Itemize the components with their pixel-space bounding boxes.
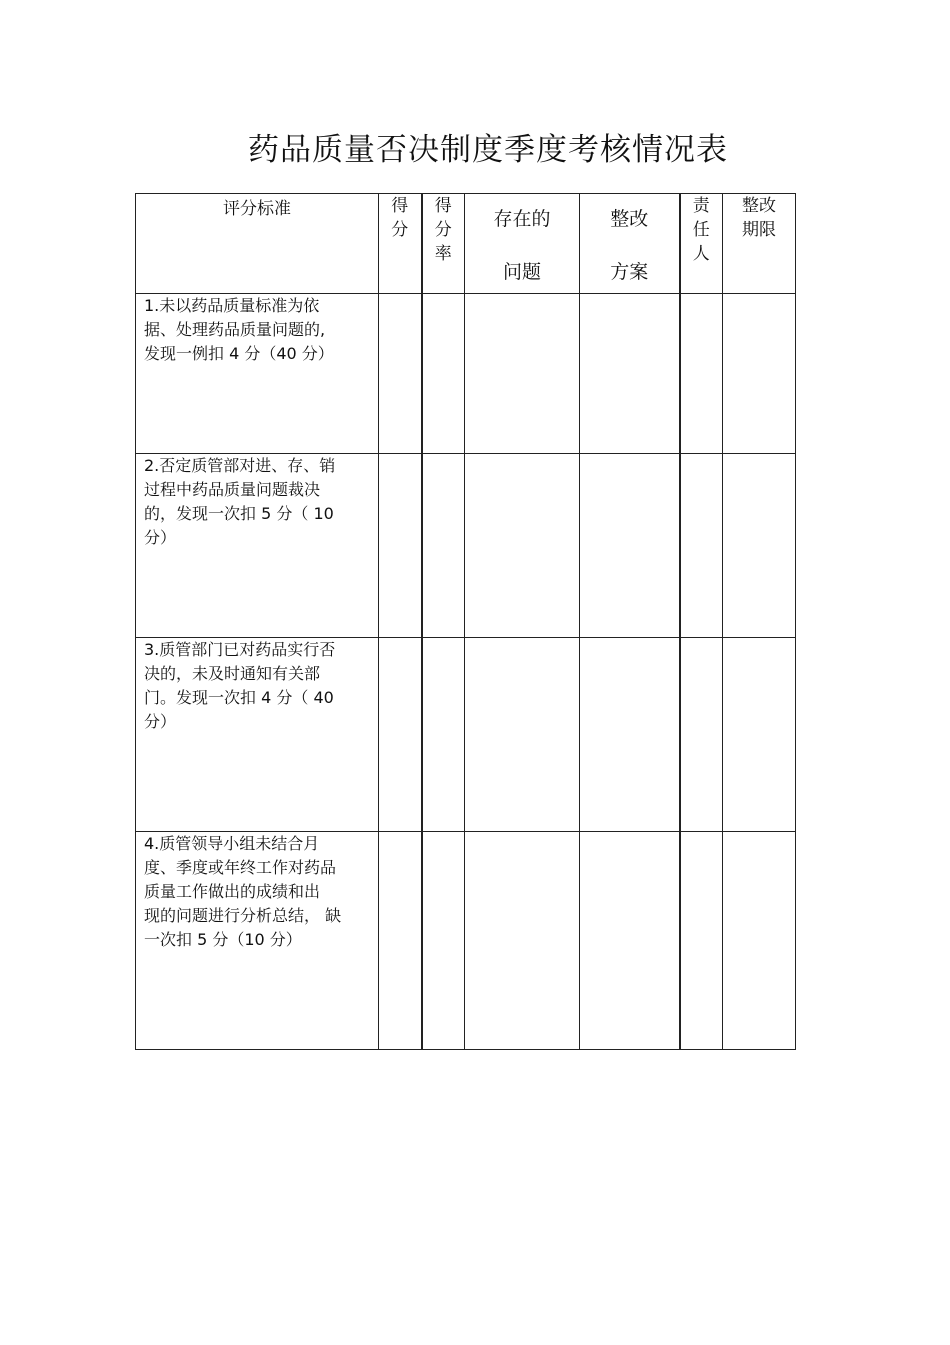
owner-cell[interactable]: [680, 294, 723, 454]
assessment-table: [135, 193, 796, 1050]
header-owner: [680, 194, 723, 294]
header-rate-line: 分: [434, 220, 452, 240]
criteria-line: 3.质管部门已对药品实行否: [144, 640, 336, 659]
score-cell[interactable]: [379, 454, 422, 638]
problems-cell[interactable]: [465, 454, 580, 638]
plan-cell[interactable]: [580, 294, 680, 454]
header-deadline-line: 整改: [742, 196, 776, 216]
header-rate-line: 率: [434, 244, 452, 264]
header-problems-line: 问题: [502, 261, 541, 283]
plan-cell[interactable]: [580, 454, 680, 638]
header-owner-line: 人: [692, 244, 710, 264]
score-cell[interactable]: [379, 832, 422, 1050]
header-plan-line: 方案: [610, 261, 649, 283]
criteria-line: 度、季度或年终工作对药品: [144, 858, 337, 877]
header-owner-line: 任: [692, 220, 710, 240]
criteria-line: 门。发现一次扣 4 分（ 40: [144, 688, 334, 707]
header-rate-line: 得: [434, 196, 452, 216]
criteria-line: 据、处理药品质量问题的,: [144, 320, 326, 339]
owner-cell[interactable]: [680, 832, 723, 1050]
header-criteria: [136, 194, 379, 294]
criteria-line: 决的，未及时通知有关部: [144, 664, 321, 683]
header-problems-line: 存在的: [493, 208, 551, 230]
table-row: [136, 454, 796, 638]
criteria-line: 1.未以药品质量标准为依: [144, 296, 320, 315]
header-plan: [580, 194, 680, 294]
criteria-cell: [136, 454, 379, 638]
score-rate-cell[interactable]: [422, 832, 465, 1050]
score-rate-cell[interactable]: [422, 294, 465, 454]
criteria-line: 4.质管领导小组未结合月: [144, 834, 320, 853]
criteria-line: 2.否定质管部对进、存、销: [144, 456, 336, 475]
score-cell[interactable]: [379, 294, 422, 454]
criteria-line: 分）: [144, 712, 177, 731]
header-criteria-label: 评分标准: [223, 199, 291, 219]
criteria-cell: [136, 638, 379, 832]
criteria-line: 的，发现一次扣 5 分（ 10: [144, 504, 334, 523]
header-owner-line: 责: [692, 196, 710, 216]
header-deadline: [723, 194, 796, 294]
owner-cell[interactable]: [680, 638, 723, 832]
deadline-cell[interactable]: [723, 638, 796, 832]
plan-cell[interactable]: [580, 638, 680, 832]
criteria-line: 发现一例扣 4 分（40 分）: [144, 344, 334, 363]
table-row: [136, 638, 796, 832]
header-deadline-line: 期限: [742, 220, 776, 240]
score-rate-cell[interactable]: [422, 454, 465, 638]
criteria-cell: [136, 294, 379, 454]
header-score-line: 分: [391, 220, 409, 240]
criteria-line: 一次扣 5 分（10 分）: [144, 930, 302, 949]
criteria-line: 分）: [144, 528, 177, 547]
criteria-line: 质量工作做出的成绩和出: [144, 882, 321, 901]
deadline-cell[interactable]: [723, 454, 796, 638]
problems-cell[interactable]: [465, 832, 580, 1050]
deadline-cell[interactable]: [723, 832, 796, 1050]
header-problems: [465, 194, 580, 294]
header-row: [136, 194, 796, 294]
table-row: [136, 832, 796, 1050]
header-score-line: 得: [391, 196, 409, 216]
table-row: [136, 294, 796, 454]
deadline-cell[interactable]: [723, 294, 796, 454]
problems-cell[interactable]: [465, 294, 580, 454]
plan-cell[interactable]: [580, 832, 680, 1050]
header-score-rate: [422, 194, 465, 294]
criteria-cell: [136, 832, 379, 1050]
owner-cell[interactable]: [680, 454, 723, 638]
header-plan-line: 整改: [610, 208, 649, 230]
criteria-line: 现的问题进行分析总结， 缺: [144, 906, 342, 925]
criteria-line: 过程中药品质量问题裁决: [144, 480, 321, 499]
score-cell[interactable]: [379, 638, 422, 832]
score-rate-cell[interactable]: [422, 638, 465, 832]
header-score: [379, 194, 422, 294]
document-title: 药品质量否决制度季度考核情况表: [248, 132, 728, 168]
problems-cell[interactable]: [465, 638, 580, 832]
